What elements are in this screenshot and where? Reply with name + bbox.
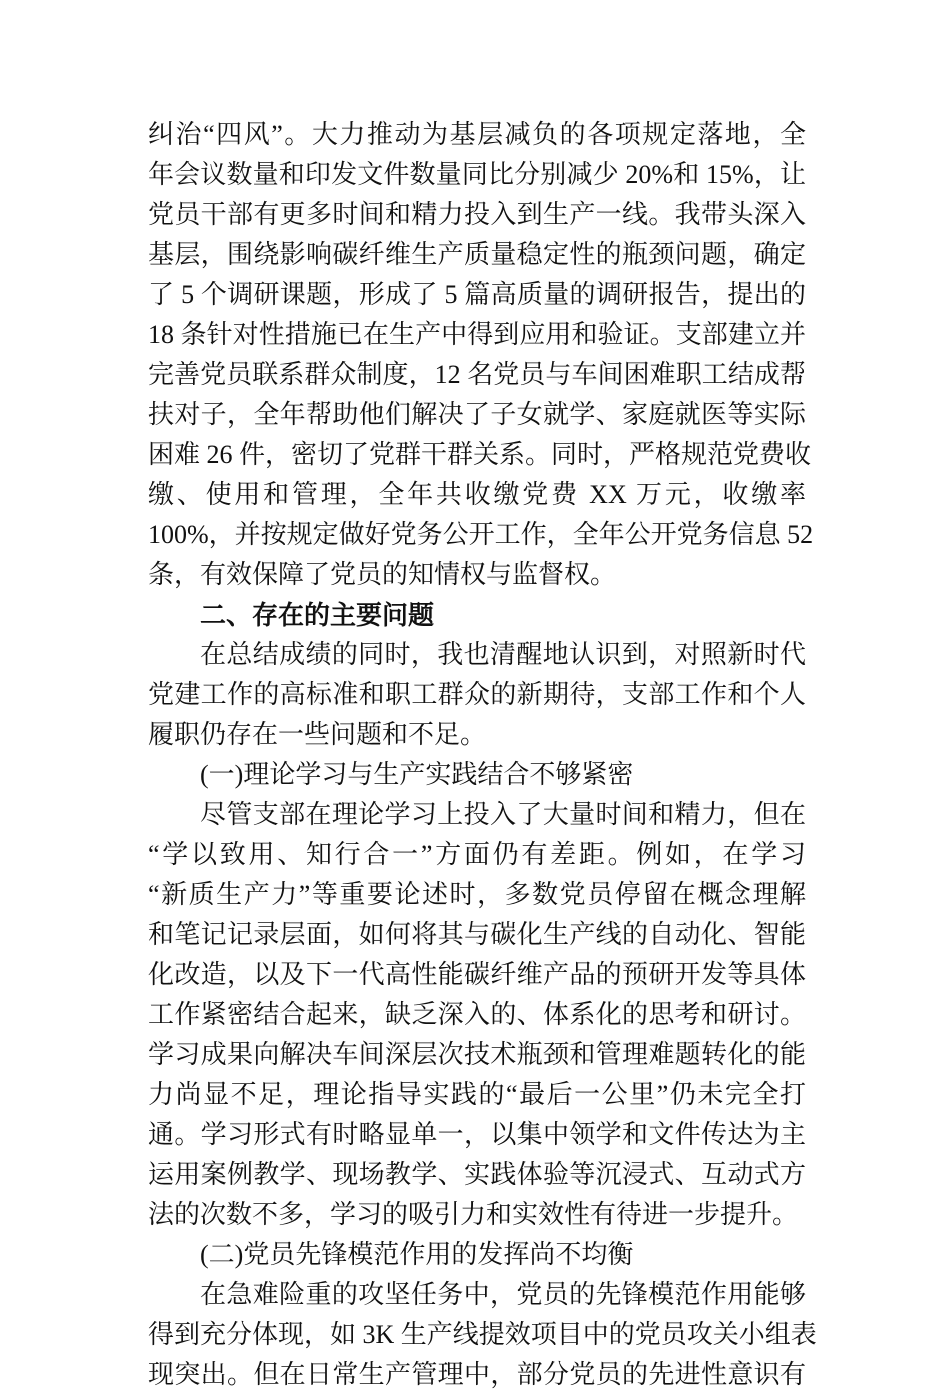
text-line: 履职仍存在一些问题和不足。 <box>148 720 487 749</box>
text-line: 在急难险重的攻坚任务中，党员的先锋模范作用能够 <box>200 1280 806 1309</box>
text-line: 工作紧密结合起来，缺乏深入的、体系化的思考和研讨。 <box>148 1000 806 1029</box>
text-line: 纠治“四风”。大力推动为基层减负的各项规定落地，全 <box>148 120 806 149</box>
text-line: 在总结成绩的同时，我也清醒地认识到，对照新时代 <box>200 640 806 669</box>
text-line: 条，有效保障了党员的知情权与监督权。 <box>148 560 617 589</box>
text-line: 现突出。但在日常生产管理中，部分党员的先进性意识有 <box>148 1360 806 1389</box>
text-line: 完善党员联系群众制度，12 名党员与车间困难职工结成帮 <box>148 360 806 389</box>
text-line: “新质生产力”等重要论述时，多数党员停留在概念理解 <box>148 880 806 909</box>
subsection-heading: (二)党员先锋模范作用的发挥尚不均衡 <box>200 1240 634 1269</box>
text-line: 困难 26 件，密切了党群干群关系。同时，严格规范党费收 <box>148 440 812 469</box>
text-line: 18 条针对性措施已在生产中得到应用和验证。支部建立并 <box>148 320 806 349</box>
text-line: 学习成果向解决车间深层次技术瓶颈和管理难题转化的能 <box>148 1040 806 1069</box>
text-line: 100%，并按规定做好党务公开工作，全年公开党务信息 52 <box>148 520 814 549</box>
text-line: 力尚显不足，理论指导实践的“最后一公里”仍未完全打 <box>148 1080 806 1109</box>
text-line: 了 5 个调研课题，形成了 5 篇高质量的调研报告，提出的 <box>148 280 806 309</box>
text-line: 基层，围绕影响碳纤维生产质量稳定性的瓶颈问题，确定 <box>148 240 806 269</box>
document-page <box>148 115 817 1395</box>
subsection-heading: (一)理论学习与生产实践结合不够紧密 <box>200 760 634 789</box>
text-line: 党建工作的高标准和职工群众的新期待，支部工作和个人 <box>148 680 806 709</box>
text-line: 通。学习形式有时略显单一，以集中领学和文件传达为主 <box>148 1120 806 1149</box>
text-line: “学以致用、知行合一”方面仍有差距。例如，在学习 <box>148 840 806 869</box>
text-line: 化改造，以及下一代高性能碳纤维产品的预研开发等具体 <box>148 960 806 989</box>
text-line: 法的次数不多，学习的吸引力和实效性有待进一步提升。 <box>148 1200 799 1229</box>
text-line: 得到充分体现，如 3K 生产线提效项目中的党员攻关小组表 <box>148 1320 817 1349</box>
text-line: 缴、使用和管理，全年共收缴党费 XX 万元，收缴率 <box>148 480 806 509</box>
text-line: 尽管支部在理论学习上投入了大量时间和精力，但在 <box>200 800 806 829</box>
text-line: 党员干部有更多时间和精力投入到生产一线。我带头深入 <box>148 200 806 229</box>
text-line: 年会议数量和印发文件数量同比分别减少 20%和 15%，让 <box>148 160 806 189</box>
section-heading: 二、存在的主要问题 <box>200 600 435 630</box>
text-line: 扶对子，全年帮助他们解决了子女就学、家庭就医等实际 <box>148 400 806 429</box>
text-line: 和笔记记录层面，如何将其与碳化生产线的自动化、智能 <box>148 920 806 949</box>
text-line: 运用案例教学、现场教学、实践体验等沉浸式、互动式方 <box>148 1160 806 1189</box>
